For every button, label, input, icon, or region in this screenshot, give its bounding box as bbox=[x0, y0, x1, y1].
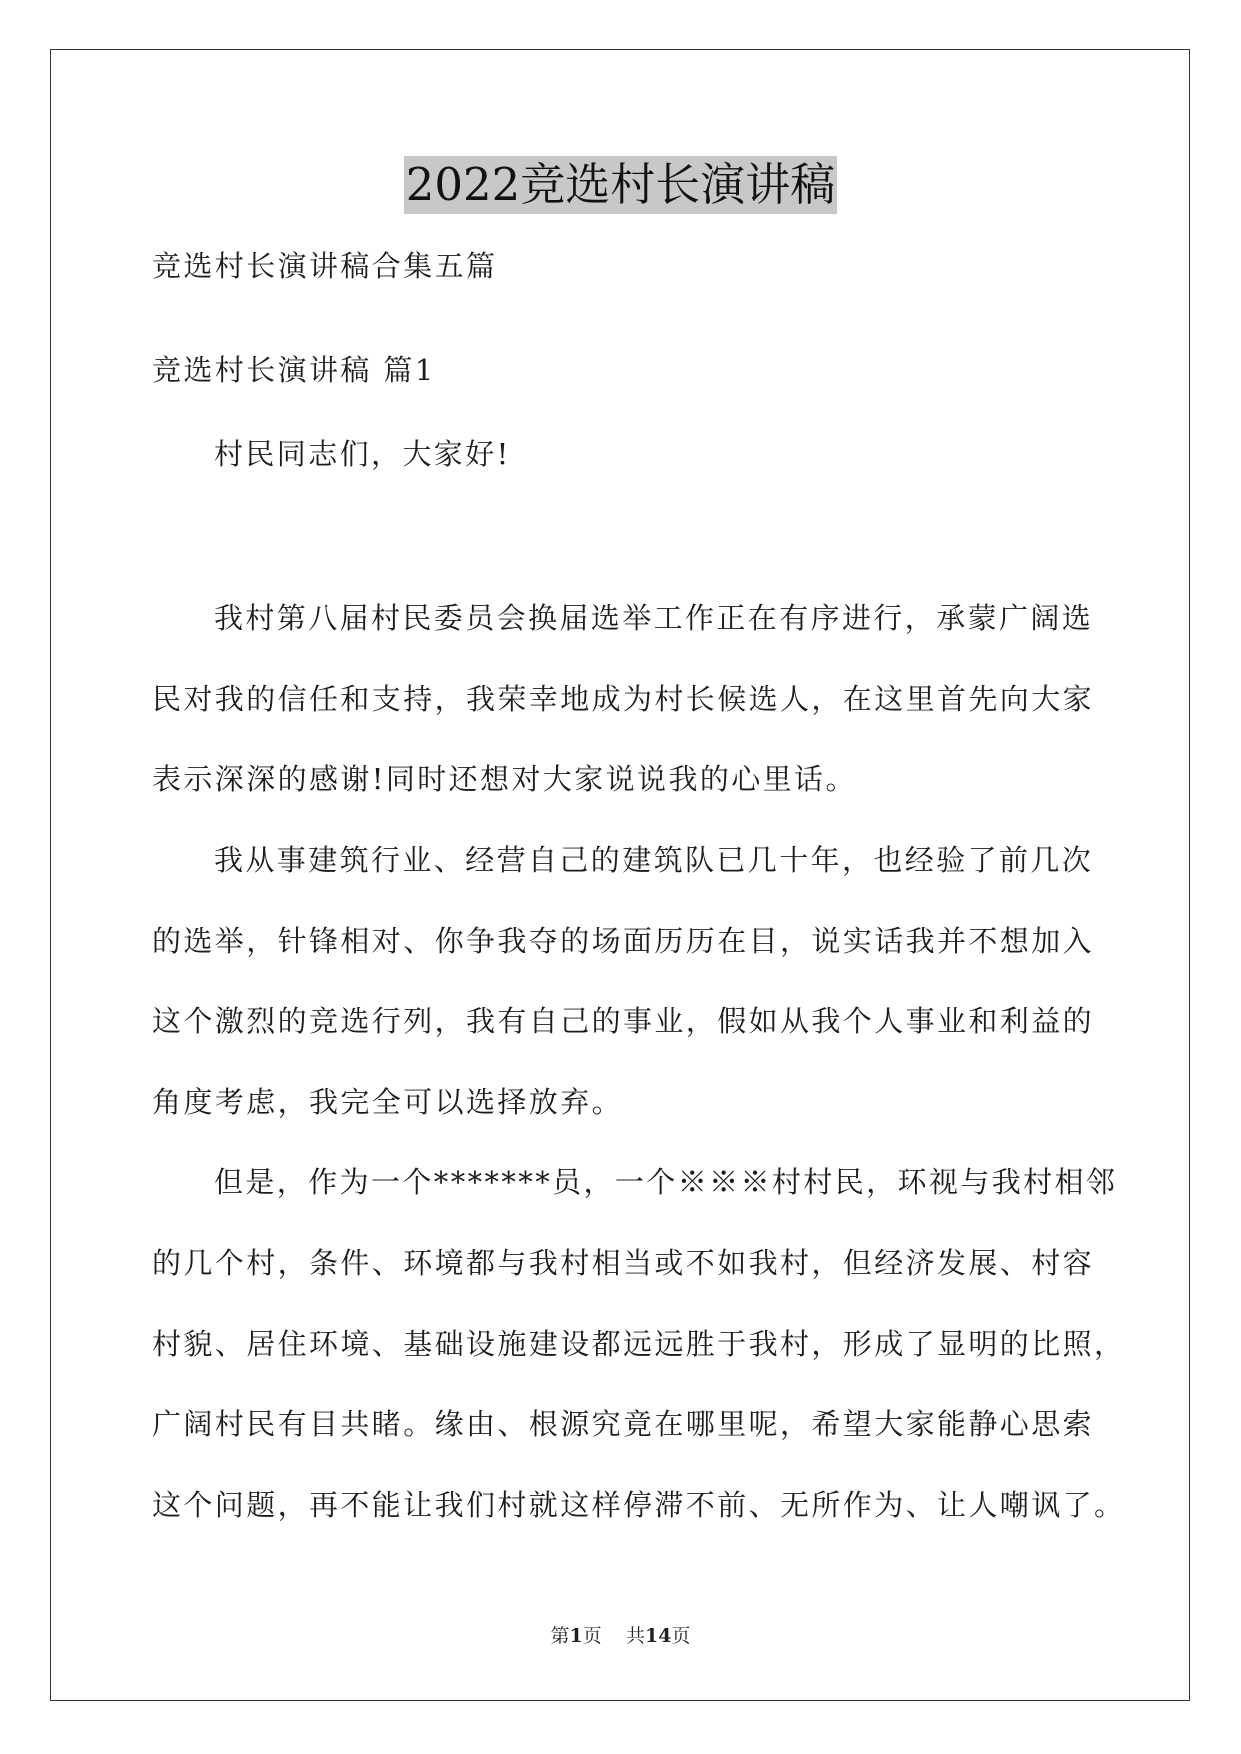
paragraph-2-line-3: 这个激烈的竞选行列，我有自己的事业，假如从我个人事业和利益的 bbox=[152, 1004, 1095, 1038]
page-suffix: 页 bbox=[582, 1625, 602, 1647]
total-suffix: 页 bbox=[671, 1625, 691, 1647]
title-container bbox=[0, 156, 1241, 214]
total-pages-number: 14 bbox=[644, 1625, 672, 1647]
paragraph-2-line-4: 角度考虑，我完全可以选择放弃。 bbox=[152, 1085, 624, 1119]
paragraph-3-line-1: 但是，作为一个*******员，一个※※※村村民，环视与我村相邻 bbox=[214, 1165, 1118, 1199]
paragraph-3-line-2: 的几个村，条件、环境都与我村相当或不如我村，但经济发展、村容 bbox=[152, 1246, 1095, 1280]
paragraph-1-line-3: 表示深深的感谢!同时还想对大家说说我的心里话。 bbox=[152, 762, 857, 796]
page-prefix: 第 bbox=[550, 1625, 570, 1647]
paragraph-1-line-2: 民对我的信任和支持，我荣幸地成为村长候选人，在这里首先向大家 bbox=[152, 682, 1095, 716]
page-footer bbox=[0, 1624, 1241, 1648]
paragraph-3-line-5: 这个问题，再不能让我们村就这样停滞不前、无所作为、让人嘲讽了。 bbox=[152, 1488, 1126, 1522]
total-prefix: 共 bbox=[625, 1625, 645, 1647]
paragraph-3-line-4: 广阔村民有目共睹。缘由、根源究竟在哪里呢，希望大家能静心思索 bbox=[152, 1407, 1095, 1441]
document-subtitle: 竞选村长演讲稿合集五篇 bbox=[152, 249, 498, 283]
greeting-line: 村民同志们，大家好! bbox=[214, 437, 511, 471]
paragraph-3-line-3: 村貌、居住环境、基础设施建设都远远胜于我村，形成了显明的比照， bbox=[152, 1327, 1126, 1361]
current-page-number: 1 bbox=[569, 1625, 583, 1647]
paragraph-2-line-1: 我从事建筑行业、经营自己的建筑队已几十年，也经验了前几次 bbox=[214, 843, 1094, 877]
section-heading: 竞选村长演讲稿 篇1 bbox=[152, 353, 436, 387]
paragraph-1-line-1: 我村第八届村民委员会换届选举工作正在有序进行，承蒙广阔选 bbox=[214, 601, 1094, 635]
paragraph-2-line-2: 的选举，针锋相对、你争我夺的场面历历在目，说实话我并不想加入 bbox=[152, 924, 1095, 958]
document-title: 2022竞选村长演讲稿 bbox=[404, 156, 838, 214]
